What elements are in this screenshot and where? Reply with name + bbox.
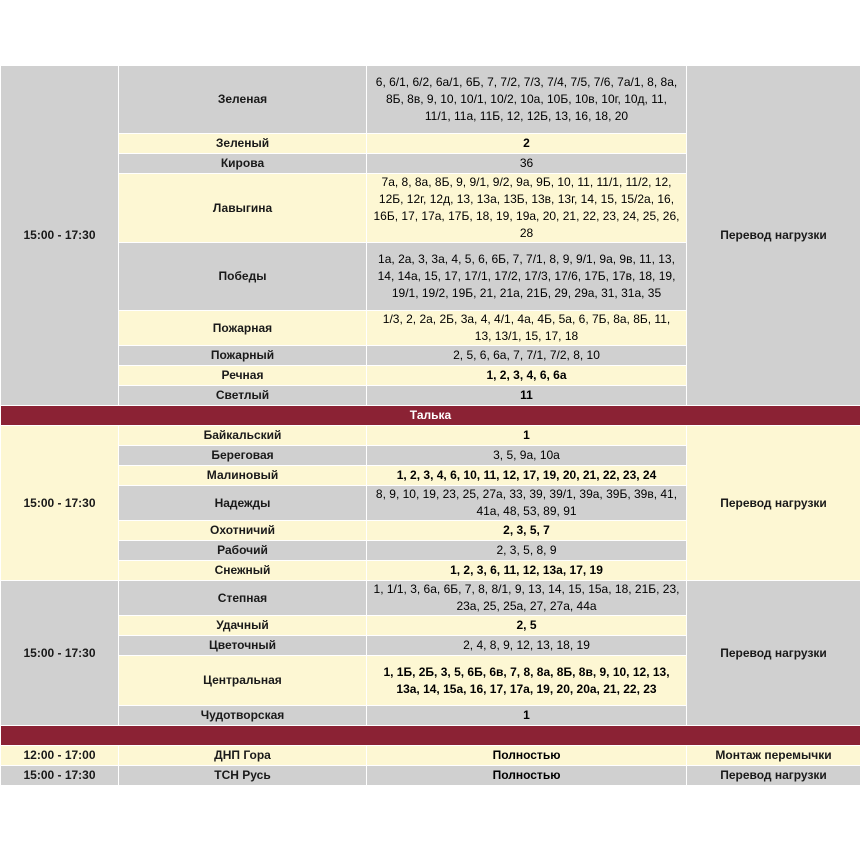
street-cell: Пожарный: [119, 346, 367, 366]
street-cell: Светлый: [119, 386, 367, 406]
outage-schedule-table: [0, 65, 860, 786]
street-cell: Рабочий: [119, 541, 367, 561]
houses-cell: 2, 3, 5, 7: [367, 521, 687, 541]
street-cell: Кирова: [119, 154, 367, 174]
time-cell: 15:00 - 17:30: [1, 766, 119, 786]
action-cell: Перевод нагрузки: [687, 581, 860, 726]
street-cell: Степная: [119, 581, 367, 616]
street-cell: Цветочный: [119, 636, 367, 656]
houses-cell: 3, 5, 9а, 10а: [367, 446, 687, 466]
street-cell: Береговая: [119, 446, 367, 466]
time-cell: 15:00 - 17:30: [1, 426, 119, 581]
houses-cell: 1, 2, 3, 4, 6, 10, 11, 12, 17, 19, 20, 21, 22, 23, 24: [367, 466, 687, 486]
houses-cell: 7а, 8, 8а, 8Б, 9, 9/1, 9/2, 9а, 9Б, 10, 11, 11/1, 11/2, 12, 12Б, 12г, 12д, 13, 13а, 13Б, 13в, 13г, 14, 15, 15/2а, 16, 16Б, 17, 17а, 17Б, 18, 19, 19а, 20, 21, 22, 23, 24, 25, 26, 28: [367, 174, 687, 243]
street-cell: Чудотворская: [119, 706, 367, 726]
street-cell: Надежды: [119, 486, 367, 521]
houses-cell: 2: [367, 134, 687, 154]
street-cell: Речная: [119, 366, 367, 386]
street-cell: Удачный: [119, 616, 367, 636]
houses-cell: 1, 1Б, 2Б, 3, 5, 6Б, 6в, 7, 8, 8а, 8Б, 8в, 9, 10, 12, 13, 13а, 14, 15а, 16, 17, 17а, 19, 20, 20а, 21, 22, 23: [367, 656, 687, 706]
houses-cell: 11: [367, 386, 687, 406]
houses-cell: 6, 6/1, 6/2, 6а/1, 6Б, 7, 7/2, 7/3, 7/4, 7/5, 7/6, 7а/1, 8, 8а, 8Б, 8в, 9, 10, 10/1, 10/2, 10а, 10Б, 10в, 10г, 10д, 11, 11/1, 11а, 11Б, 12, 12Б, 13, 16, 18, 20: [367, 66, 687, 134]
street-cell: Снежный: [119, 561, 367, 581]
time-cell: 15:00 - 17:30: [1, 66, 119, 406]
street-cell: Пожарная: [119, 311, 367, 346]
action-cell: Монтаж перемычки: [687, 746, 860, 766]
houses-cell: 2, 4, 8, 9, 12, 13, 18, 19: [367, 636, 687, 656]
houses-cell: 1, 2, 3, 4, 6, 6а: [367, 366, 687, 386]
houses-cell: 2, 5, 6, 6а, 7, 7/1, 7/2, 8, 10: [367, 346, 687, 366]
houses-cell: Полностью: [367, 766, 687, 786]
houses-cell: 1/3, 2, 2а, 2Б, 3а, 4, 4/1, 4а, 4Б, 5а, 6, 7Б, 8а, 8Б, 11, 13, 13/1, 15, 17, 18: [367, 311, 687, 346]
houses-cell: 1а, 2а, 3, 3а, 4, 5, 6, 6Б, 7, 7/1, 8, 9, 9/1, 9а, 9в, 11, 13, 14, 14а, 15, 17, 17/1, 17/2, 17/3, 17/6, 17Б, 17в, 18, 19, 19/1, 19/2, 19Б, 21, 21а, 21Б, 29, 29а, 31, 31а, 35: [367, 243, 687, 311]
houses-cell: 1, 1/1, 3, 6а, 6Б, 7, 8, 8/1, 9, 13, 14, 15, 15а, 18, 21Б, 23, 23а, 25, 25а, 27, 27а, 44а: [367, 581, 687, 616]
houses-cell: 1, 2, 3, 6, 11, 12, 13а, 17, 19: [367, 561, 687, 581]
street-cell: ТСН Русь: [119, 766, 367, 786]
houses-cell: 36: [367, 154, 687, 174]
street-cell: Малиновый: [119, 466, 367, 486]
street-cell: Лавыгина: [119, 174, 367, 243]
houses-cell: 2, 3, 5, 8, 9: [367, 541, 687, 561]
section-header-talka: Талька: [1, 406, 860, 426]
time-cell: 15:00 - 17:30: [1, 581, 119, 726]
houses-cell: 1: [367, 706, 687, 726]
houses-cell: 1: [367, 426, 687, 446]
street-cell: Зеленый: [119, 134, 367, 154]
street-cell: ДНП Гора: [119, 746, 367, 766]
houses-cell: 8, 9, 10, 19, 23, 25, 27а, 33, 39, 39/1, 39а, 39Б, 39в, 41, 41а, 48, 53, 89, 91: [367, 486, 687, 521]
street-cell: Центральная: [119, 656, 367, 706]
street-cell: Зеленая: [119, 66, 367, 134]
houses-cell: 2, 5: [367, 616, 687, 636]
action-cell: Перевод нагрузки: [687, 426, 860, 581]
action-cell: Перевод нагрузки: [687, 66, 860, 406]
action-cell: Перевод нагрузки: [687, 766, 860, 786]
street-cell: Охотничий: [119, 521, 367, 541]
houses-cell: Полностью: [367, 746, 687, 766]
street-cell: Победы: [119, 243, 367, 311]
time-cell: 12:00 - 17:00: [1, 746, 119, 766]
street-cell: Байкальский: [119, 426, 367, 446]
section-header-blank: [1, 726, 860, 746]
